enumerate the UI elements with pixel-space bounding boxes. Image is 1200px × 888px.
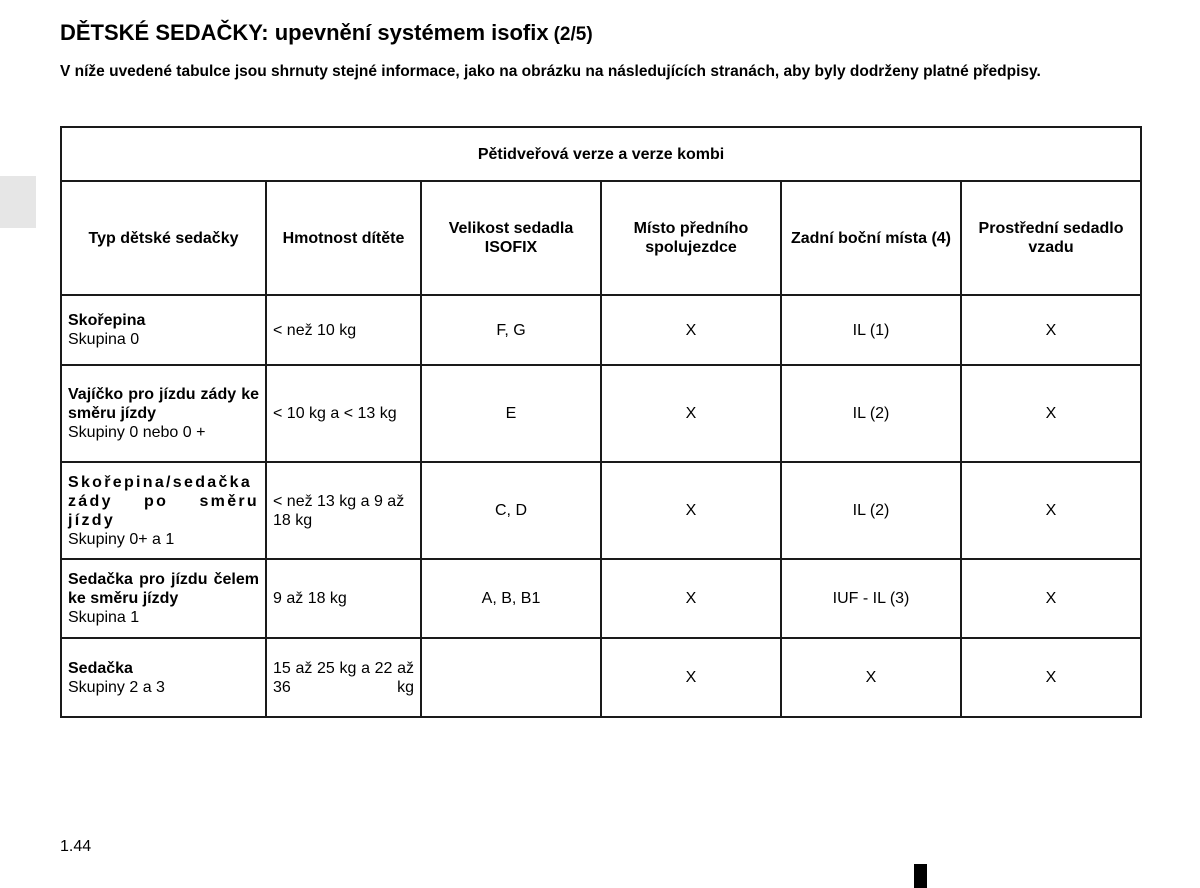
cell-rear-side-seats: IL (1) (781, 295, 961, 365)
cell-front-passenger: X (601, 365, 781, 462)
header-rear-side-seats: Zadní boční místa (4) (781, 181, 961, 295)
table-caption-row (61, 127, 1141, 181)
table-row (61, 638, 1141, 717)
cell-rear-middle-seat: X (961, 559, 1141, 638)
cell-rear-middle-seat: X (961, 638, 1141, 717)
header-seat-type: Typ dětské sedačky (61, 181, 266, 295)
cell-isofix-size: E (421, 365, 601, 462)
cell-seat-type (61, 638, 266, 717)
seat-type-name: Sedačka pro jízdu čelem ke směru jízdy (68, 571, 259, 607)
cell-front-passenger: X (601, 462, 781, 559)
seat-type-group: Skupiny 0+ a 1 (68, 530, 175, 548)
intro-text: V níže uvedené tabulce jsou shrnuty stejné informace, jako na obrázku na následujících stranách, aby byly dodrženy platné předpisy. (60, 63, 1041, 80)
table-caption: Pětidveřová verze a verze kombi (61, 127, 1141, 181)
table-row (61, 295, 1141, 365)
cell-isofix-size: C, D (421, 462, 601, 559)
cell-rear-side-seats: IUF - IL (3) (781, 559, 961, 638)
table-row (61, 462, 1141, 559)
cell-seat-type (61, 462, 266, 559)
cell-rear-side-seats: X (781, 638, 961, 717)
seat-type-name: Skořepina/sedačka zády po směru jízdy (68, 473, 259, 529)
seat-type-group: Skupina 1 (68, 609, 140, 626)
page-title (60, 20, 593, 46)
cell-child-weight: < 10 kg a < 13 kg (266, 365, 421, 462)
seat-type-group: Skupina 0 (68, 331, 140, 348)
cell-front-passenger: X (601, 638, 781, 717)
cell-seat-type (61, 365, 266, 462)
cell-isofix-size: A, B, B1 (421, 559, 601, 638)
cell-child-weight: 9 až 18 kg (266, 559, 421, 638)
seat-type-name: Sedačka (68, 659, 133, 677)
table-row (61, 365, 1141, 462)
cell-rear-middle-seat: X (961, 295, 1141, 365)
page-number: 1.44 (60, 838, 92, 855)
page-title-main: DĚTSKÉ SEDAČKY: upevnění systémem isofix (60, 20, 549, 45)
seat-type-group: Skupiny 2 a 3 (68, 678, 165, 696)
cell-front-passenger: X (601, 559, 781, 638)
table-header-row (61, 181, 1141, 295)
child-weight-value: 15 až 25 kg a 22 až 36 kg (273, 659, 414, 696)
seat-type-name: Skořepina (68, 312, 146, 329)
header-front-passenger: Místo předního spolujezdce (601, 181, 781, 295)
seat-type-name: Vajíčko pro jízdu zády ke směru jízdy (68, 386, 259, 422)
cell-child-weight: < než 13 kg a 9 až 18 kg (266, 462, 421, 559)
header-isofix-size: Velikost sedadla ISOFIX (421, 181, 601, 295)
page-title-part: (2/5) (553, 24, 593, 45)
isofix-table (60, 126, 1142, 718)
cell-seat-type (61, 559, 266, 638)
cell-child-weight (266, 638, 421, 717)
cell-rear-middle-seat: X (961, 462, 1141, 559)
chapter-side-tab (0, 176, 36, 228)
cell-front-passenger: X (601, 295, 781, 365)
cell-rear-side-seats: IL (2) (781, 365, 961, 462)
cell-isofix-size: F, G (421, 295, 601, 365)
cell-seat-type (61, 295, 266, 365)
cell-child-weight: < než 10 kg (266, 295, 421, 365)
cell-rear-side-seats: IL (2) (781, 462, 961, 559)
header-rear-middle-seat: Prostřední sedadlo vzadu (961, 181, 1141, 295)
cell-isofix-size (421, 638, 601, 717)
seat-type-group: Skupiny 0 nebo 0 + (68, 424, 206, 441)
page-edge-marker (914, 864, 927, 888)
cell-rear-middle-seat: X (961, 365, 1141, 462)
header-child-weight: Hmotnost dítěte (266, 181, 421, 295)
table-row (61, 559, 1141, 638)
